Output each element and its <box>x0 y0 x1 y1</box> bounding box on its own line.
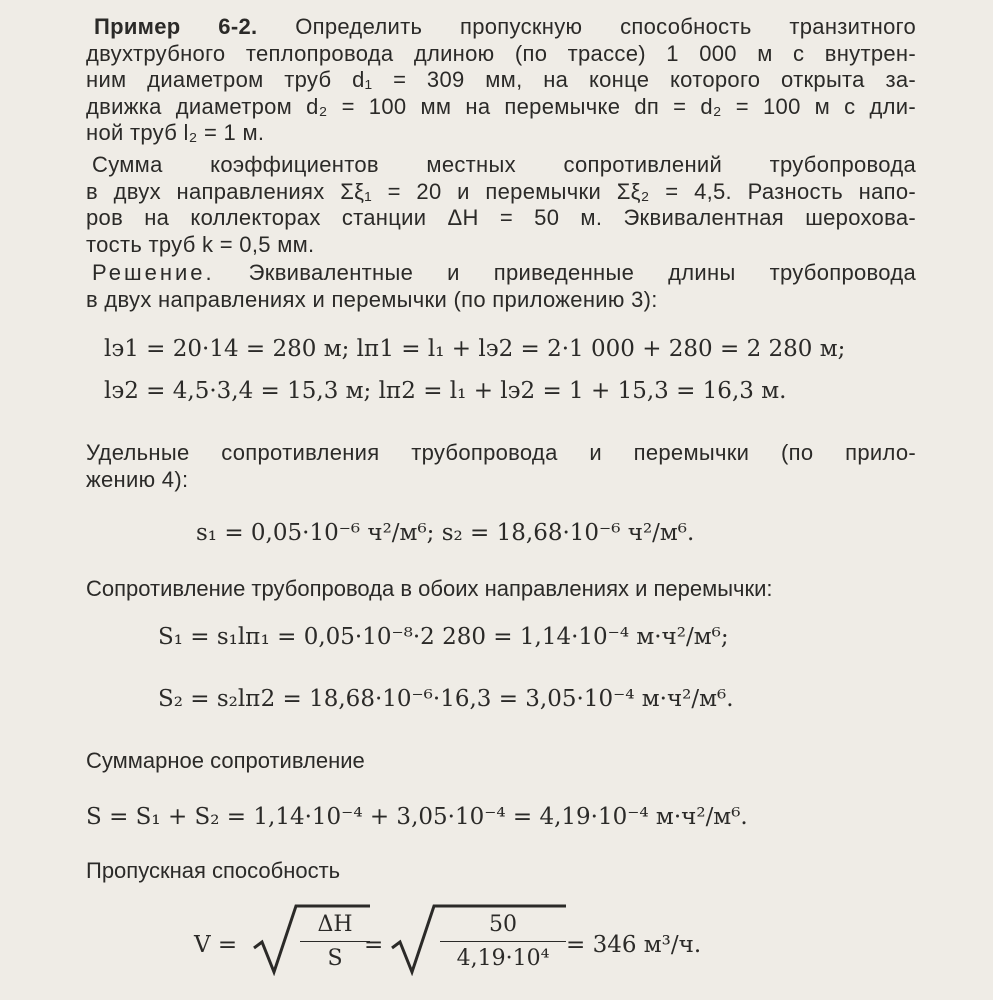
conditions-line-1: Сумма коэффициентов местных сопротивлений трубопровода <box>92 152 916 177</box>
resistance-intro: Сопротивление трубопровода в обоих направлениях и перемычки: <box>86 576 773 601</box>
solution-line-1: Эквивалентные и приведенные длины трубопровода <box>248 260 916 285</box>
problem-line-4: движка диаметром d₂ = 100 мм на перемычке dп = d₂ = 100 м с дли- <box>86 93 916 119</box>
fraction-1-denominator: S <box>300 941 370 971</box>
conditions-paragraph <box>86 152 916 258</box>
fraction-2-numerator: 50 <box>489 912 517 937</box>
fraction-2 <box>440 912 566 971</box>
conditions-line-4: тость труб k = 0,5 мм. <box>86 231 315 257</box>
equation-total-S: S = S₁ + S₂ = 1,14·10⁻⁴ + 3,05·10⁻⁴ = 4,19·10⁻⁴ м·ч²/м⁶. <box>86 804 748 830</box>
problem-heading: Пример 6-2. <box>94 14 258 39</box>
fraction-2-denominator: 4,19·10⁴ <box>440 941 566 971</box>
equation-lengths-1: lэ1 = 20·14 = 280 м; lп1 = l₁ + lэ2 = 2·1 000 + 280 = 2 280 м; <box>104 336 846 362</box>
conditions-line-2: в двух направлениях Σξ₁ = 20 и перемычки Σξ₂ = 4,5. Разность напо- <box>86 178 916 204</box>
solution-label: Решение. <box>92 260 215 285</box>
equation-S1: S₁ = s₁lп₁ = 0,05·10⁻⁸·2 280 = 1,14·10⁻⁴ м·ч²/м⁶; <box>158 624 729 650</box>
specific-intro-line-2: жению 4): <box>86 466 189 492</box>
problem-line-5: ной труб l₂ = 1 м. <box>86 120 265 145</box>
formula-lhs: V = <box>194 932 238 958</box>
formula-result: = 346 м³/ч. <box>566 932 702 958</box>
conditions-line-3: ров на коллекторах станции ΔH = 50 м. Эквивалентная шерохова- <box>86 205 916 230</box>
specific-intro-line-1: Удельные сопротивления трубопровода и перемычки (по прило- <box>86 440 916 465</box>
equals-sign: = <box>364 932 384 958</box>
problem-paragraph <box>86 14 916 147</box>
specific-resistance-intro <box>86 440 916 493</box>
solution-paragraph <box>86 260 916 313</box>
solution-line-2: в двух направлениях и перемычки (по приложению 3): <box>86 286 658 312</box>
equation-specific-resistance: s₁ = 0,05·10⁻⁶ ч²/м⁶; s₂ = 18,68·10⁻⁶ ч²/м⁶. <box>196 520 695 546</box>
fraction-1-numerator: ΔH <box>317 912 353 937</box>
fraction-1 <box>300 912 370 971</box>
problem-line-2: двухтрубного теплопровода длиною (по трассе) 1 000 м с внутрен- <box>86 40 916 66</box>
problem-line-1: Определить пропускную способность транзитного <box>295 14 916 39</box>
problem-line-3: ним диаметром труб d₁ = 309 мм, на конце которого открыта за- <box>86 67 916 92</box>
total-resistance-intro: Суммарное сопротивление <box>86 748 365 773</box>
capacity-intro: Пропускная способность <box>86 858 341 883</box>
equation-S2: S₂ = s₂lп2 = 18,68·10⁻⁶·16,3 = 3,05·10⁻⁴ м·ч²/м⁶. <box>158 686 734 712</box>
equation-lengths-2: lэ2 = 4,5·3,4 = 15,3 м; lп2 = l₁ + lэ2 = 1 + 15,3 = 16,3 м. <box>104 378 787 404</box>
